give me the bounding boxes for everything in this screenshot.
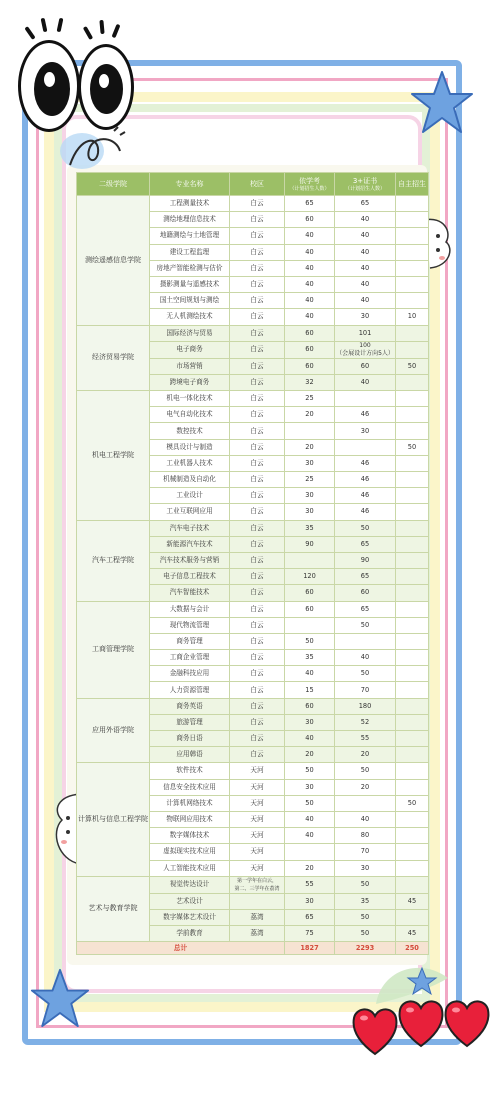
exam-cell [285,844,335,860]
major-cell: 机电一体化技术 [150,391,230,407]
major-cell: 工业互联网应用 [150,504,230,520]
exam-cell: 60 [285,325,335,341]
exam-cell: 30 [285,488,335,504]
cert-cell: 20 [335,779,396,795]
table-row [77,698,429,714]
exam-cell: 30 [285,504,335,520]
major-cell: 数字媒体技术 [150,828,230,844]
self-cell: 45 [396,926,429,942]
exam-cell: 40 [285,244,335,260]
blue-star-icon [410,70,474,134]
campus-cell: 荔湾 [230,926,285,942]
header-college: 二级学院 [77,173,150,196]
exam-cell: 40 [285,828,335,844]
cert-cell: 65 [335,601,396,617]
campus-cell: 天河 [230,795,285,811]
college-cell: 艺术与教育学院 [77,876,150,942]
campus-cell: 白云 [230,585,285,601]
header-cert-sub: （计划招生人数） [344,185,385,192]
major-cell: 商务英语 [150,698,230,714]
exam-cell: 20 [285,407,335,423]
exam-cell: 20 [285,439,335,455]
campus-cell: 天河 [230,811,285,827]
cert-cell: 40 [335,244,396,260]
header-exam [285,173,335,196]
campus-cell: 白云 [230,341,285,358]
cert-cell: 30 [335,423,396,439]
total-self: 250 [396,942,429,955]
cert-cell: 35 [335,893,396,909]
exam-cell: 75 [285,926,335,942]
campus-cell: 白云 [230,666,285,682]
self-cell [396,601,429,617]
cert-cell [335,391,396,407]
exam-cell: 25 [285,472,335,488]
cert-cell: 70 [335,682,396,698]
self-cell [396,811,429,827]
self-cell [396,552,429,568]
cert-note: （会展设计方向5人） [336,349,394,357]
self-cell [396,666,429,682]
major-cell: 大数据与会计 [150,601,230,617]
campus-cell: 白云 [230,244,285,260]
exam-cell: 30 [285,455,335,471]
self-cell [396,650,429,666]
cert-cell: 30 [335,860,396,876]
campus-cell: 白云 [230,504,285,520]
major-cell: 商务日语 [150,731,230,747]
cert-cell: 40 [335,374,396,390]
self-cell [396,860,429,876]
exam-cell: 40 [285,731,335,747]
cert-cell: 50 [335,666,396,682]
cert-cell: 46 [335,488,396,504]
self-cell [396,698,429,714]
campus-cell: 白云 [230,650,285,666]
total-cert: 2293 [335,942,396,955]
major-cell: 数字媒体艺术设计 [150,909,230,925]
campus-cell: 白云 [230,407,285,423]
campus-cell: 白云 [230,212,285,228]
cert-cell: 70 [335,844,396,860]
header-self: 自主招生 [396,173,429,196]
college-cell: 应用外语学院 [77,698,150,763]
major-cell: 数控技术 [150,423,230,439]
exam-cell [285,552,335,568]
exam-cell: 60 [285,341,335,358]
cert-cell [335,795,396,811]
major-cell: 模具设计与制造 [150,439,230,455]
campus-cell: 天河 [230,828,285,844]
major-cell: 金融科技应用 [150,666,230,682]
cert-cell: 50 [335,876,396,893]
self-cell [396,244,429,260]
heart-icon [350,1002,400,1058]
exam-cell: 60 [285,601,335,617]
campus-cell: 白云 [230,569,285,585]
self-cell [396,260,429,276]
exam-cell: 90 [285,536,335,552]
cert-cell: 50 [335,617,396,633]
cert-cell [335,633,396,649]
campus-cell: 白云 [230,747,285,763]
major-cell: 跨境电子商务 [150,374,230,390]
cert-cell: 180 [335,698,396,714]
major-cell: 摄影测量与遥感技术 [150,276,230,292]
cert-cell: 30 [335,309,396,325]
self-cell [396,341,429,358]
exam-cell: 40 [285,309,335,325]
major-cell: 人力资源管理 [150,682,230,698]
self-cell [396,228,429,244]
self-cell [396,909,429,925]
swirl-decoration-icon [60,125,130,175]
campus-cell: 白云 [230,439,285,455]
major-cell: 工商企业管理 [150,650,230,666]
campus-cell: 白云 [230,391,285,407]
exam-cell [285,423,335,439]
major-cell: 汽车智能技术 [150,585,230,601]
major-cell: 学前教育 [150,926,230,942]
campus-line: 第一学年在白云， [236,877,277,884]
major-cell: 新能源汽车技术 [150,536,230,552]
exam-cell: 25 [285,391,335,407]
self-cell: 10 [396,309,429,325]
campus-cell: 白云 [230,601,285,617]
campus-cell: 白云 [230,714,285,730]
cert-cell: 46 [335,504,396,520]
cert-cell: 50 [335,520,396,536]
major-cell: 工业设计 [150,488,230,504]
exam-cell: 35 [285,650,335,666]
cert-cell: 40 [335,811,396,827]
header-campus: 校区 [230,173,285,196]
table-row [77,520,429,536]
major-cell: 软件技术 [150,763,230,779]
cert-cell: 40 [335,276,396,292]
cert-cell: 65 [335,569,396,585]
self-cell [396,633,429,649]
campus-cell: 白云 [230,423,285,439]
major-cell: 工程测量技术 [150,196,230,212]
major-cell: 建设工程监理 [150,244,230,260]
campus-cell: 白云 [230,698,285,714]
campus-cell: 白云 [230,276,285,292]
table-body [77,196,429,955]
exam-cell: 65 [285,196,335,212]
total-exam: 1827 [285,942,335,955]
exam-cell: 40 [285,276,335,292]
campus-cell: 白云 [230,633,285,649]
self-cell: 50 [396,439,429,455]
cert-cell: 90 [335,552,396,568]
campus-cell: 白云 [230,455,285,471]
self-cell: 50 [396,358,429,374]
self-cell [396,731,429,747]
self-cell [396,569,429,585]
college-cell: 汽车工程学院 [77,520,150,601]
self-cell [396,828,429,844]
self-cell [396,325,429,341]
self-cell [396,536,429,552]
campus-line: 第二、三学年在荔湾 [234,885,280,892]
campus-cell: 白云 [230,196,285,212]
self-cell [396,617,429,633]
cert-cell: 50 [335,909,396,925]
major-cell: 应用韩语 [150,747,230,763]
exam-cell: 55 [285,876,335,893]
cert-cell [335,341,396,358]
major-cell: 虚拟现实技术应用 [150,844,230,860]
exam-cell: 120 [285,569,335,585]
heart-icon [442,994,492,1050]
cert-cell: 52 [335,714,396,730]
exam-cell: 40 [285,811,335,827]
major-cell: 电子信息工程技术 [150,569,230,585]
cert-cell: 55 [335,731,396,747]
cert-cell: 46 [335,407,396,423]
campus-cell: 白云 [230,731,285,747]
major-cell: 艺术设计 [150,893,230,909]
cert-cell [335,439,396,455]
cert-cell: 80 [335,828,396,844]
total-label: 总计 [77,942,285,955]
major-cell: 物联网应用技术 [150,811,230,827]
self-cell [396,276,429,292]
cert-cell: 40 [335,260,396,276]
cert-cell: 101 [335,325,396,341]
campus-cell: 白云 [230,309,285,325]
cert-cell: 46 [335,472,396,488]
self-cell: 50 [396,795,429,811]
exam-cell: 20 [285,860,335,876]
major-cell: 计算机网络技术 [150,795,230,811]
self-cell [396,455,429,471]
major-cell: 房地产智能检测与估价 [150,260,230,276]
table-row [77,601,429,617]
campus-cell: 白云 [230,228,285,244]
major-cell: 机械制造及自动化 [150,472,230,488]
major-cell: 汽车技术服务与营销 [150,552,230,568]
self-cell [396,504,429,520]
major-cell: 商务管理 [150,633,230,649]
exam-cell: 60 [285,212,335,228]
major-cell: 国际经济与贸易 [150,325,230,341]
exam-cell: 30 [285,779,335,795]
exam-cell [285,617,335,633]
self-cell [396,763,429,779]
self-cell [396,488,429,504]
major-cell: 国土空间规划与测绘 [150,293,230,309]
self-cell [396,844,429,860]
cert-cell: 20 [335,747,396,763]
cert-cell: 40 [335,650,396,666]
cert-cell: 50 [335,926,396,942]
exam-cell: 15 [285,682,335,698]
exam-cell: 40 [285,293,335,309]
campus-cell: 白云 [230,358,285,374]
campus-cell: 天河 [230,763,285,779]
major-cell: 汽车电子技术 [150,520,230,536]
table-row [77,763,429,779]
college-cell: 工商管理学院 [77,601,150,698]
exam-cell: 35 [285,520,335,536]
exam-cell: 40 [285,666,335,682]
campus-cell: 白云 [230,472,285,488]
major-cell: 信息安全技术应用 [150,779,230,795]
campus-cell [230,893,285,909]
exam-cell: 20 [285,747,335,763]
major-cell: 现代物流管理 [150,617,230,633]
college-cell: 经济贸易学院 [77,325,150,391]
cert-cell: 65 [335,196,396,212]
campus-cell: 白云 [230,520,285,536]
self-cell [396,779,429,795]
self-cell: 45 [396,893,429,909]
major-cell: 人工智能技术应用 [150,860,230,876]
cert-cell: 65 [335,536,396,552]
self-cell [396,585,429,601]
header-exam-title: 依学考 [299,176,320,185]
cert-cell: 60 [335,358,396,374]
table-row [77,876,429,893]
exam-cell: 60 [285,585,335,601]
table-row [77,391,429,407]
exam-cell: 30 [285,893,335,909]
campus-cell: 荔湾 [230,909,285,925]
exam-cell: 50 [285,633,335,649]
exam-cell: 50 [285,795,335,811]
campus-cell: 白云 [230,488,285,504]
major-cell: 旅游管理 [150,714,230,730]
campus-cell: 天河 [230,860,285,876]
campus-cell: 白云 [230,536,285,552]
enrollment-table [76,172,428,955]
college-cell: 计算机与信息工程学院 [77,763,150,876]
major-cell: 电气自动化技术 [150,407,230,423]
major-cell: 电子商务 [150,341,230,358]
self-cell [396,876,429,893]
major-cell: 视觉传达设计 [150,876,230,893]
cert-cell: 40 [335,293,396,309]
campus-cell: 白云 [230,293,285,309]
self-cell [396,423,429,439]
campus-cell: 白云 [230,682,285,698]
self-cell [396,407,429,423]
campus-cell: 白云 [230,552,285,568]
campus-cell: 天河 [230,844,285,860]
major-cell: 市场营销 [150,358,230,374]
header-exam-sub: （计划招生人数） [289,185,330,192]
self-cell [396,520,429,536]
campus-cell: 白云 [230,374,285,390]
major-cell: 无人机测绘技术 [150,309,230,325]
header-cert-title: 3+证书 [352,176,378,185]
major-cell: 测绘地理信息技术 [150,212,230,228]
exam-cell: 60 [285,698,335,714]
cert-cell: 50 [335,763,396,779]
blue-star-icon [30,968,90,1028]
exam-cell: 30 [285,714,335,730]
self-cell [396,391,429,407]
campus-cell: 白云 [230,260,285,276]
header-major: 专业名称 [150,173,230,196]
cartoon-eyes-icon [6,0,136,140]
self-cell [396,714,429,730]
cert-cell: 40 [335,228,396,244]
major-cell: 工业机器人技术 [150,455,230,471]
self-cell [396,374,429,390]
table-row [77,196,429,212]
self-cell [396,196,429,212]
self-cell [396,293,429,309]
campus-cell [230,876,285,893]
campus-cell: 白云 [230,325,285,341]
header-cert [335,173,396,196]
table-row [77,325,429,341]
exam-cell: 32 [285,374,335,390]
major-cell: 地籍测绘与土地管理 [150,228,230,244]
cert-cell: 60 [335,585,396,601]
self-cell [396,682,429,698]
cert-value: 100 [359,341,371,349]
total-row [77,942,429,955]
table-header-row [77,173,429,196]
campus-cell: 天河 [230,779,285,795]
self-cell [396,212,429,228]
exam-cell: 60 [285,358,335,374]
self-cell [396,472,429,488]
campus-cell: 白云 [230,617,285,633]
exam-cell: 65 [285,909,335,925]
cert-cell: 40 [335,212,396,228]
exam-cell: 40 [285,228,335,244]
exam-cell: 50 [285,763,335,779]
heart-icon [396,994,446,1050]
exam-cell: 40 [285,260,335,276]
college-cell: 测绘遥感信息学院 [77,196,150,326]
cert-cell: 46 [335,455,396,471]
self-cell [396,747,429,763]
college-cell: 机电工程学院 [77,391,150,521]
